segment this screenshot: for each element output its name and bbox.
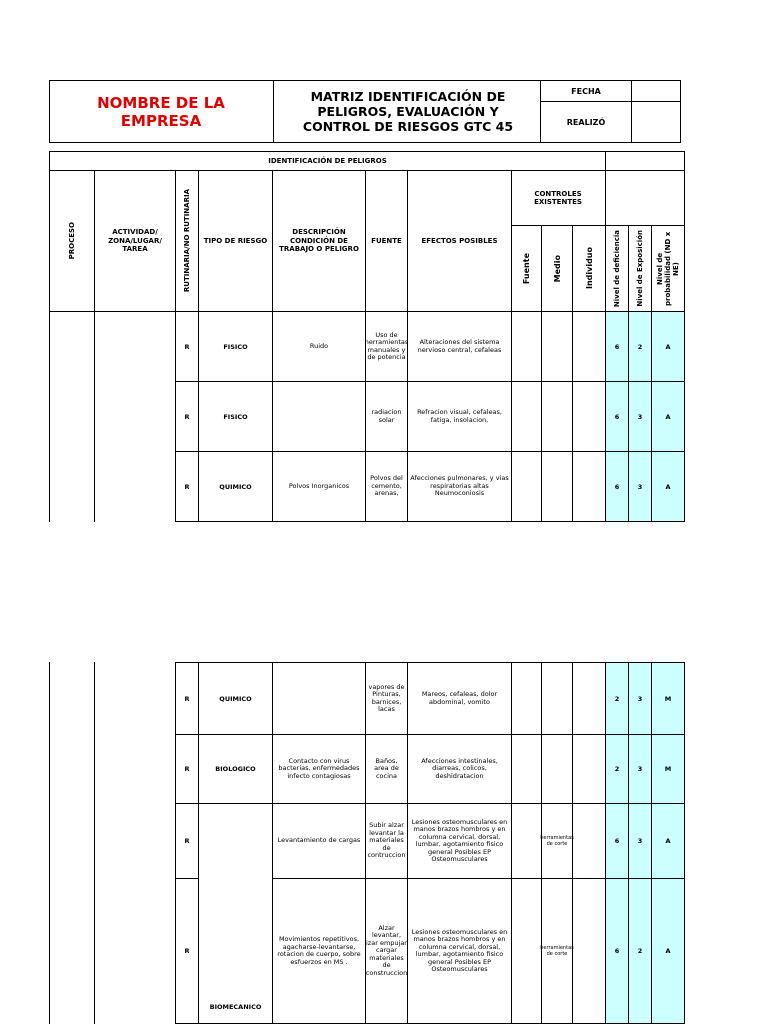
realizo-value-cell[interactable] (631, 101, 681, 143)
col-c-medio-label: Medio (552, 254, 562, 283)
table-cell-efectos: Alteraciones del sistema nervioso central, cefaleas (407, 311, 512, 382)
table-cell-cfuente (511, 734, 542, 804)
table-cell-np: A (651, 878, 685, 1024)
table-cell-tipo: FISICO (198, 381, 273, 452)
table-cell-tipo: QUIMICO (198, 662, 273, 735)
table-cell-indiv (572, 311, 606, 382)
table-cell-medio: herramientas de corte (541, 803, 573, 879)
table-cell-fuente: radiacion solar (365, 381, 408, 452)
col-c-individuo-wrap (572, 225, 606, 312)
table-cell-cfuente (511, 803, 542, 879)
table-cell-ne: 2 (628, 878, 652, 1024)
col-np-label: Nivel de probabilidad (ND x NE) (656, 231, 680, 306)
table-cell-cfuente (511, 878, 542, 1024)
table-cell-tipo: FISICO (198, 311, 273, 382)
table-cell-fuente: vapores de Pinturas, barnices, lacas (365, 662, 408, 735)
table-cell-nd: 6 (605, 451, 629, 522)
table-cell-fuente: Baños, area de cocina (365, 734, 408, 804)
table-cell-efectos: Afecciones pulmonares, y vias respiratorias altas Neumoconiosis (407, 451, 512, 522)
table-cell-cfuente (511, 662, 542, 735)
table-cell-np: A (651, 311, 685, 382)
table-cell-ne: 3 (628, 662, 652, 735)
table-cell-ne: 3 (628, 803, 652, 879)
col-nd-wrap (605, 225, 629, 312)
table-cell-rut: R (175, 381, 199, 452)
table-cell-np: M (651, 734, 685, 804)
table-cell-cfuente (511, 381, 542, 452)
table-cell-medio (541, 734, 573, 804)
document-title: MATRIZ IDENTIFICACIÓN DE PELIGROS, EVALUACIÓN Y CONTROL DE RIESGOS GTC 45 (302, 89, 514, 134)
section-header-right (605, 151, 685, 171)
col-c-fuente-label: Fuente (522, 252, 531, 285)
table-cell-rut: R (175, 662, 199, 735)
table-cell-rut: R (175, 311, 199, 382)
col-nd-label: Nivel de deficiencia (613, 229, 621, 308)
table-cell-np: A (651, 451, 685, 522)
col-efectos-label: EFECTOS POSIBLES (421, 236, 498, 245)
table-cell-tipo: BIOMECANICO (209, 1003, 262, 1011)
table-cell-medio (541, 451, 573, 522)
table-cell-indiv (572, 451, 606, 522)
table-cell-desc: Polvos Inorganicos (272, 451, 366, 522)
proceso-top-p1 (49, 311, 176, 312)
table-cell-indiv (572, 734, 606, 804)
col-ne-label: Nivel de Exposición (636, 230, 644, 307)
table-cell-medio (541, 311, 573, 382)
table-cell-rut: R (175, 451, 199, 522)
table-cell-desc: Ruido (272, 311, 366, 382)
col-ne-wrap (628, 225, 652, 312)
table-cell-nd: 6 (605, 878, 629, 1024)
col-rutinaria-wrap (175, 170, 199, 312)
table-cell-nd: 6 (605, 803, 629, 879)
table-cell-cfuente (511, 311, 542, 382)
col-proceso-label: PROCESO (68, 222, 76, 260)
table-cell-cfuente (511, 451, 542, 522)
col-descripcion-label: DESCRIPCIÓN CONDICIÓN DE TRABAJO O PELIGRO (279, 228, 359, 254)
table-cell-nd: 6 (605, 381, 629, 452)
table-cell-np: A (651, 381, 685, 452)
table-cell-desc (272, 381, 366, 452)
col-actividad-label: ACTIVIDAD/ ZONA/LUGAR/ TAREA (108, 228, 162, 254)
table-cell-medio (541, 662, 573, 735)
fecha-value-cell[interactable] (631, 80, 681, 102)
table-cell-efectos: Lesiones osteomusculares en manos brazos hombros y en columna cervical, dorsal, lumbar, agotamiento fisico general Posibles EP Osteomusculares (407, 878, 512, 1024)
section-header: IDENTIFICACIÓN DE PELIGROS (268, 156, 387, 165)
col-controles-label: CONTROLES EXISTENTES (534, 189, 582, 206)
table-cell-ne: 3 (628, 451, 652, 522)
col-c-fuente-wrap (511, 225, 542, 312)
table-cell-nd: 6 (605, 311, 629, 382)
proceso-line-p1 (49, 311, 50, 522)
fecha-label: FECHA (571, 86, 601, 96)
col-rutinaria-label: RUTINARIA/NO RUTINARIA (183, 189, 191, 293)
table-cell-medio (541, 381, 573, 452)
table-cell-rut: R (175, 803, 199, 879)
table-cell-fuente: Uso de herramientas manuales y de potencia (365, 311, 408, 382)
col-eval-top (605, 170, 685, 226)
table-cell-nd: 2 (605, 662, 629, 735)
table-cell-indiv (572, 803, 606, 879)
actividad-line-p1 (94, 311, 95, 522)
realizo-label: REALIZÓ (566, 117, 606, 127)
table-cell-nd: 2 (605, 734, 629, 804)
table-cell-ne: 2 (628, 311, 652, 382)
table-cell-fuente: Subir alzar levantar la materiales de contruccion (365, 803, 408, 879)
table-cell-desc: Levantamiento de cargas (272, 803, 366, 879)
table-cell-fuente: Alzar levantar, izar empujar cargar materiales de construccion (365, 878, 408, 1024)
table-cell-tipo: QUIMICO (198, 451, 273, 522)
col-proceso-wrap (49, 170, 95, 312)
table-cell-efectos: Afecciones intestinales, diarreas, colicos, deshidratacion (407, 734, 512, 804)
col-fuente-label: FUENTE (371, 236, 402, 245)
table-cell-ne: 3 (628, 734, 652, 804)
company-name: NOMBRE DE LA EMPRESA (97, 93, 225, 130)
col-c-individuo-label: Individuo (584, 247, 594, 290)
table-cell-indiv (572, 662, 606, 735)
table-cell-tipo-merged (198, 803, 273, 1024)
table-cell-medio: herramientas de corte (541, 878, 573, 1024)
table-cell-ne: 3 (628, 381, 652, 452)
table-cell-indiv (572, 878, 606, 1024)
table-cell-np: A (651, 803, 685, 879)
table-cell-efectos: Lesiones osteomusculares en manos brazos hombros y en columna cervical, dorsal, lumbar, agotamiento fisico general Posibles EP Osteomusculares (407, 803, 512, 879)
col-tipo-label: TIPO DE RIESGO (203, 236, 268, 245)
table-cell-desc: Contacto con virus bacterias, enfermedades infecto contagiosas (272, 734, 366, 804)
table-cell-np: M (651, 662, 685, 735)
table-cell-efectos: Refracion visual, cefaleas, fatiga, insolacion, (407, 381, 512, 452)
table-cell-desc: Movimientos repetitivos, agacharse-levantarse, rotacion de cuerpo, sobre esfuerzos en MS . (272, 878, 366, 1024)
col-np-wrap (651, 225, 685, 312)
table-cell-desc (272, 662, 366, 735)
table-cell-indiv (572, 381, 606, 452)
col-c-medio-wrap (541, 225, 573, 312)
table-cell-efectos: Mareos, cefaleas, dolor abdominal, vomito (407, 662, 512, 735)
table-cell-fuente: Polvos del cemento, arenas, (365, 451, 408, 522)
table-cell-rut: R (175, 734, 199, 804)
proceso-line-p2 (49, 662, 50, 1024)
table-cell-rut: R (175, 878, 199, 1024)
actividad-line-p2 (94, 662, 95, 1024)
table-cell-tipo: BIOLOGICO (198, 734, 273, 804)
